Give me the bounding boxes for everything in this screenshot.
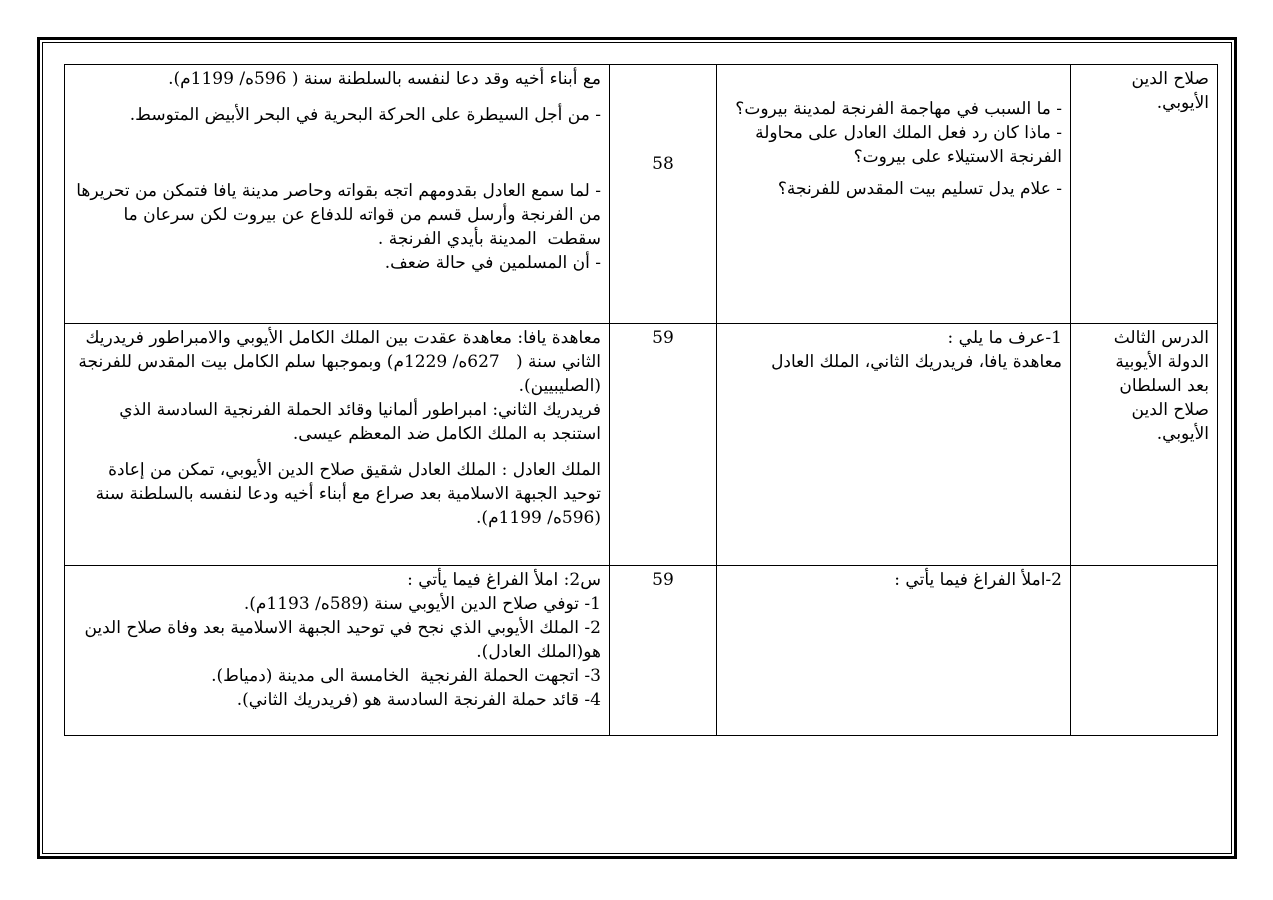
page-number-cell: [610, 324, 717, 566]
question-line: معاهدة يافا، فريدريك الثاني، الملك العادل: [771, 352, 1062, 372]
lesson-cell: [1071, 324, 1218, 566]
lesson-line: الدولة الأيوبية: [1115, 352, 1209, 372]
question-line: - ما السبب في مهاجمة الفرنجة لمدينة بيروت؟: [735, 99, 1062, 119]
lesson-cell: [1071, 65, 1218, 324]
question-line: - علام يدل تسليم بيت المقدس للفرنجة؟: [777, 179, 1062, 199]
table-row: [65, 65, 1218, 324]
page-number: 59: [652, 570, 674, 590]
answer-line: مع أبناء أخيه وقد دعا لنفسه بالسلطنة سنة ( 596ه/ 1199م).: [168, 69, 601, 89]
question-cell: [717, 65, 1071, 324]
answer-cell: [65, 566, 610, 736]
lesson-line: بعد السلطان: [1119, 376, 1209, 396]
page-number-cell: [610, 566, 717, 736]
answer-cell: [65, 324, 610, 566]
lesson-line: الأيوبي.: [1156, 93, 1209, 113]
lesson-table: [64, 64, 1218, 736]
table-row: [65, 566, 1218, 736]
page-number: 59: [652, 328, 674, 348]
answer-line: - أن المسلمين في حالة ضعف.: [384, 253, 601, 273]
lesson-line: الدرس الثالث: [1113, 328, 1209, 348]
answer-line: 4- قائد حملة الفرنجة السادسة هو (فريدريك الثاني).: [236, 690, 601, 710]
answer-line: - من أجل السيطرة على الحركة البحرية في البحر الأبيض المتوسط.: [129, 105, 601, 125]
question-line: - ماذا كان رد فعل الملك العادل على محاولة الفرنجة الاستيلاء على بيروت؟: [749, 123, 1062, 167]
page-number: 58: [652, 154, 674, 174]
answer-line: فريدريك الثاني: امبراطور ألمانيا وقائد الحملة الفرنجية السادسة الذي استنجد به الملك الكامل ضد المعظم عيسى.: [113, 400, 601, 444]
question-cell: [717, 324, 1071, 566]
answer-line: 3- اتجهت الحملة الفرنجية الخامسة الى مدينة (دمياط).: [211, 666, 601, 686]
lesson-cell: [1071, 566, 1218, 736]
page-number-cell: [610, 65, 717, 324]
answer-line: 1- توفي صلاح الدين الأيوبي سنة (589ه/ 1193م).: [243, 594, 601, 614]
question-cell: [717, 566, 1071, 736]
table-row: [65, 324, 1218, 566]
answer-line: س2: املأ الفراغ فيما يأتي :: [407, 570, 601, 590]
answer-line: 2- الملك الأيوبي الذي نجح في توحيد الجبهة الاسلامية بعد وفاة صلاح الدين هو(الملك العادل).: [79, 618, 601, 662]
lesson-line: صلاح الدين: [1131, 69, 1209, 89]
answer-line: الملك العادل : الملك العادل شقيق صلاح الدين الأيوبي، تمكن من إعادة توحيد الجبهة الاسلامية بعد صراع مع أبناء أخيه ودعا لنفسه بالسلطنة سنة (596ه/ 1199م).: [90, 460, 601, 528]
answer-line: معاهدة يافا: معاهدة عقدت بين الملك الكامل الأيوبي والامبراطور فريدريك الثاني سنة ( 627ه/ 1229م) وبموجبها سلم الكامل بيت المقدس للفرنجة (الصليبيين).: [72, 328, 601, 396]
answer-line: - لما سمع العادل بقدومهم اتجه بقواته وحاصر مدينة يافا فتمكن من تحريرها من الفرنجة وأرسل قسم من قواته للدفاع عن بيروت لكن سرعان ما سقطت المدينة بأيدي الفرنجة .: [70, 181, 601, 249]
answer-cell: [65, 65, 610, 324]
lesson-line: الأيوبي.: [1156, 424, 1209, 444]
question-line: 1-عرف ما يلي :: [947, 328, 1062, 348]
lesson-line: صلاح الدين: [1131, 400, 1209, 420]
question-line: 2-املأ الفراغ فيما يأتي :: [894, 570, 1062, 590]
